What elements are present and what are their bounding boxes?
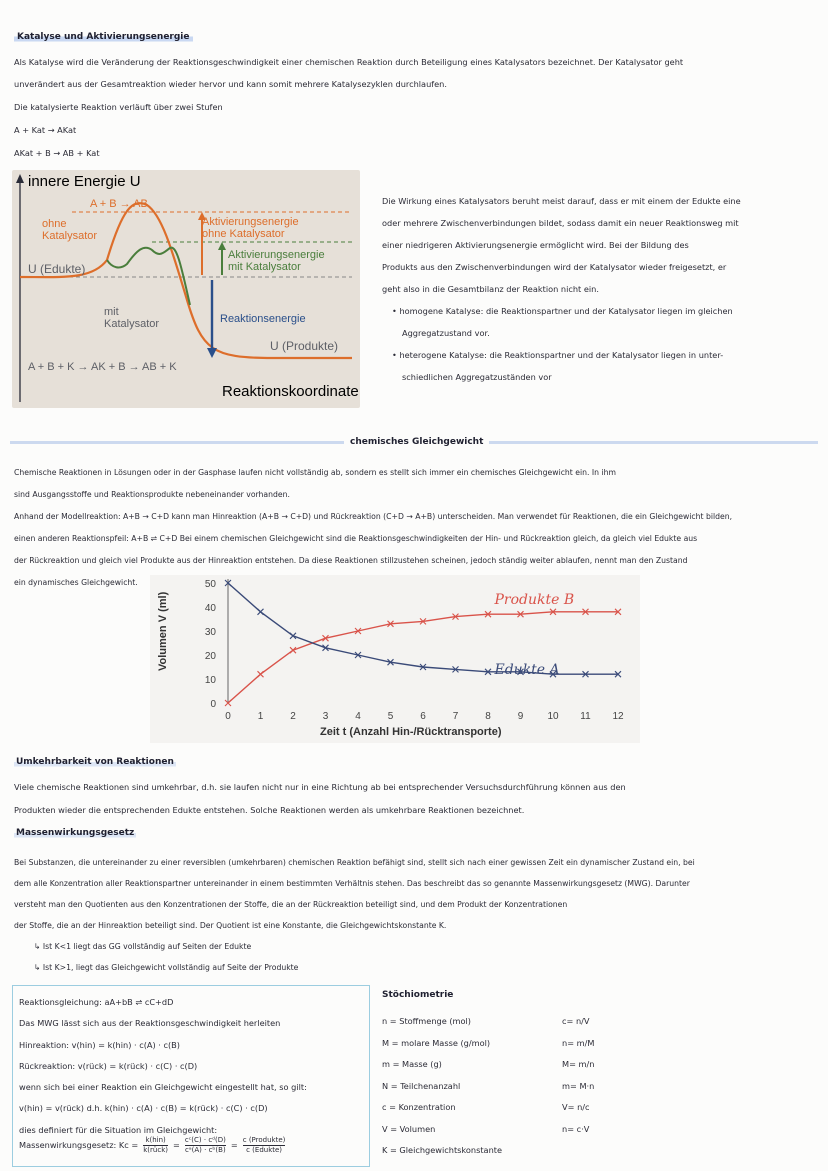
top-species-label: A + B → AB [90, 198, 148, 210]
stoich-row [382, 1033, 612, 1055]
bullet-dot-icon: • [392, 350, 397, 360]
x-tick-label: 9 [517, 711, 524, 722]
catalysis-line-1: Als Katalyse wird die Veränderung der Reaktionsgeschwindigkeit einer chemischen Reaktion durch Beteiligung eines Katalysators bezeichnet. Der Katalysator geht [14, 57, 684, 67]
effect-line-1: Die Wirkung eines Katalysators beruht meist darauf, dass er mit einem der Edukte eine [382, 196, 741, 206]
stoich-row [382, 1076, 612, 1098]
mass-action-title: Massenwirkungsgesetz [16, 828, 135, 838]
stoich-row [382, 1119, 612, 1141]
without-cat-label-2: Katalysator [42, 230, 98, 242]
energy-diagram [12, 170, 360, 408]
effect-line-2: oder mehrere Zwischenverbindungen bildet, sodass damit ein neuer Reaktionsweg mit [382, 218, 739, 228]
stoich-row [382, 1140, 612, 1162]
catalysis-effect [382, 190, 741, 388]
stoich-row [382, 1097, 612, 1119]
reaction-box-content [19, 992, 307, 1141]
bullet2-line-a: heterogene Katalyse: die Reaktionspartner und der Katalysator liegen in unter- [399, 350, 724, 360]
series-label: Produkte B [494, 591, 575, 608]
fraction-c-den: cᵃ(A) · cᵇ(B) [185, 1145, 226, 1154]
stoich-label: K = Gleichgewichtskonstante [382, 1145, 503, 1155]
catalysis-step-2: AKat + B → AB + Kat [14, 148, 100, 158]
effect-line-4: Produkts aus den Zwischenverbindungen wird der Katalysator wieder freigesetzt, er [382, 262, 727, 272]
stoich-label: M = molare Masse (g/mol) [382, 1037, 491, 1048]
fraction-k-num: k(hin) [145, 1136, 166, 1144]
reversibility-line-1: Viele chemische Reaktionen sind umkehrbar, d.h. sie laufen nicht nur in eine Richtung ab bei entsprechender Versuchsdurchführung können aus den [14, 782, 626, 792]
reaction-box [12, 985, 370, 1167]
stoich-label: n = Stoffmenge (mol) [382, 1016, 471, 1026]
fraction-k [143, 1136, 168, 1155]
mwg-formula-label: Massenwirkungsgesetz: Kc = [19, 1140, 139, 1151]
stoich-row [382, 1011, 612, 1033]
stoich-formula: m= M·n [562, 1080, 595, 1091]
x-axis-label: Reaktionskoordinate [222, 383, 359, 400]
chart-y-axis-label: Volumen V (ml) [157, 591, 169, 671]
products-label: U (Produkte) [270, 339, 339, 353]
bullet-dot-icon: • [392, 306, 397, 316]
eq-line-5: der Rückreaktion und gleich viel Produkte aus der Hinreaktion entstehen. Da diese Reaktionen stillzustehen scheinen, jedoch ständig weiter ablaufen, nennt man den Zustand [14, 556, 688, 565]
stoich-formula: V= n/c [562, 1102, 590, 1112]
eq-line-4: einen anderen Reaktionspfeil: A+B ⇌ C+D Bei einem chemischen Gleichgewicht sind die Reaktionsgeschwindigkeiten der Hin- und Rückreaktion gleich, da gleich viel Edukte aus [14, 534, 698, 543]
catalysis-line-2: unverändert aus der Gesamtreaktion wieder hervor und kann somit mehrere Katalysezyklen durchlaufen. [14, 79, 447, 89]
y-tick-label: 0 [210, 699, 216, 710]
x-tick-label: 12 [612, 711, 624, 722]
mwg-line-1: Bei Substanzen, die untereinander zu einer reversiblen (umkehrbaren) chemischen Reaktion befähigt sind, stellt sich nach einer gewissen Zeit ein dynamischer Zustand ein, bei [14, 858, 695, 867]
x-tick-label: 6 [420, 711, 426, 722]
without-cat-label-1: ohne [42, 218, 67, 230]
series-label: Edukte A [494, 662, 560, 679]
uncatalyzed-curve [20, 203, 352, 358]
rb-line-4: Rückreaktion: v(rück) = k(rück) · c(C) · c(D) [19, 1060, 198, 1071]
stoichiometry-list [382, 1011, 612, 1162]
stoich-formula: n= c·V [562, 1123, 590, 1134]
equals-sign: = [230, 1140, 238, 1151]
x-tick-label: 5 [387, 711, 394, 722]
act-with-label-1: Aktivierungsenergie [228, 249, 325, 261]
eq-line-3: Anhand der Modellreaktion: A+B → C+D kann man Hinreaktion (A+B → C+D) und Rückreaktion (C+D → A+B) unterscheiden. Man verwendet für Reaktionen, die ein Gleichgewicht bilden, [14, 512, 733, 521]
mwg-formula [19, 1136, 285, 1155]
stoich-formula: M= m/n [562, 1059, 595, 1069]
x-tick-label: 7 [452, 711, 459, 722]
rb-line-5: wenn sich bei einer Reaktion ein Gleichgewicht eingestellt hat, so gilt: [19, 1082, 307, 1093]
equilibrium-heading: chemisches Gleichgewicht [344, 437, 489, 447]
mwg-case-2: ↳ Ist K>1, liegt das Gleichgewicht vollständig auf Seite der Produkte [34, 963, 299, 972]
energy-diagram-svg [12, 170, 360, 408]
mass-action-text [14, 852, 695, 978]
catalysis-title: Katalyse und Aktivierungsenergie [14, 32, 193, 42]
eq-line-2: sind Ausgangsstoffe und Reaktionsprodukte nebeneinander vorhanden. [14, 490, 290, 499]
act-without-label-1: Aktivierungsenergie [202, 216, 299, 228]
act-with-label-2: mit Katalysator [228, 261, 301, 273]
x-tick-label: 8 [485, 711, 491, 722]
fraction-pe [243, 1136, 286, 1155]
equilibrium-chart [150, 575, 640, 743]
x-tick-label: 10 [547, 711, 559, 722]
y-axis-arrow [16, 174, 24, 183]
x-tick-label: 1 [257, 711, 264, 722]
effect-line-5: geht also in die Gesamtbilanz der Reaktion nicht ein. [382, 284, 599, 294]
x-tick-label: 11 [580, 711, 591, 722]
eq-line-1: Chemische Reaktionen in Lösungen oder in der Gasphase laufen nicht vollständig ab, sondern es stellt sich immer ein chemisches Gleichgewicht ein. In ihm [14, 468, 616, 477]
y-tick-label: 10 [204, 675, 216, 686]
stoich-label: V = Volumen [382, 1123, 436, 1134]
reversibility-line-2: Produkten wieder die entsprechenden Edukte entstehen. Solche Reaktionen werden als umkehrbare Reaktionen bezeichnet. [14, 805, 525, 815]
x-tick-label: 0 [225, 711, 231, 722]
stoich-label: c = Konzentration [382, 1102, 456, 1112]
bullet1-line-a: homogene Katalyse: die Reaktionspartner und der Katalysator liegen im gleichen [399, 306, 733, 316]
stoich-formula: n= m/M [562, 1037, 595, 1048]
bullet1-line-b: Aggregatzustand vor. [402, 328, 490, 338]
rb-line-7: dies definiert für die Situation im Gleichgewicht: [19, 1124, 218, 1135]
y-tick-label: 20 [204, 651, 216, 662]
x-tick-label: 3 [322, 711, 329, 722]
rb-line-6: v(hin) = v(rück) d.h. k(hin) · c(A) · c(B) = k(rück) · c(C) · c(D) [19, 1103, 268, 1114]
stoich-label: m = Masse (g) [382, 1059, 442, 1069]
bullet-heterogeneous [382, 344, 741, 388]
stoichiometry-title: Stöchiometrie [382, 990, 454, 1000]
act-without-label-2: ohne Katalysator [202, 228, 285, 240]
effect-line-3: einer niedrigeren Aktivierungsenergie ermöglicht wird. Bei der Bildung des [382, 240, 689, 250]
mwg-line-3: versteht man den Quotienten aus den Konzentrationen der Stoffe, die an der Rückreaktion beteiligt sind, und dem Produkt der Konzentrationen [14, 900, 568, 909]
educts-label: U (Edukte) [28, 262, 86, 276]
stoich-label: N = Teilchenanzahl [382, 1080, 461, 1091]
reaction-energy-arrowhead [207, 348, 217, 358]
x-tick-label: 4 [355, 711, 361, 722]
catalyzed-curve [107, 248, 190, 305]
chart-x-axis-label: Zeit t (Anzahl Hin-/Rücktransporte) [320, 726, 502, 738]
y-axis-label: innere Energie U [28, 173, 141, 190]
y-tick-label: 50 [204, 579, 216, 590]
fraction-c [185, 1136, 226, 1155]
stoich-row [382, 1054, 612, 1076]
catalysis-line-3: Die katalysierte Reaktion verläuft über zwei Stufen [14, 102, 223, 112]
act-with-arrowhead [218, 242, 226, 250]
rb-line-3: Hinreaktion: v(hin) = k(hin) · c(A) · c(B) [19, 1039, 180, 1050]
y-tick-label: 30 [204, 627, 216, 638]
mwg-line-4: der Stoffe, die an der Hinreaktion beteiligt sind. Der Quotient ist eine Konstante, die Gleichgewichtskonstante K. [14, 921, 447, 930]
catalysis-step-1: A + Kat → AKat [14, 125, 77, 135]
reaction-energy-label: Reaktionsenergie [220, 313, 306, 325]
rb-line-2: Das MWG lässt sich aus der Reaktionsgeschwindigkeit herleiten [19, 1018, 281, 1029]
reversibility-title: Umkehrbarkeit von Reaktionen [16, 757, 174, 767]
bullet-homogeneous [382, 300, 741, 344]
bullet2-line-b: schiedlichen Aggregatzuständen vor [402, 372, 552, 382]
eq-line-6: ein dynamisches Gleichgewicht. [14, 578, 138, 587]
stoich-formula: c= n/V [562, 1016, 590, 1026]
mwg-line-2: dem alle Konzentration aller Reaktionspartner untereinander in einem bestimmten Verhältnis stehen. Das beschreibt das so genannte Massenwirkungsgesetz (MWG). Darunter [14, 879, 690, 888]
fraction-c-num: cᶜ(C) · cᵈ(D) [184, 1136, 226, 1144]
x-tick-label: 2 [290, 711, 296, 722]
fraction-pe-num: c (Produkte) [242, 1136, 286, 1144]
rb-line-1: Reaktionsgleichung: aA+bB ⇌ cC+dD [19, 997, 174, 1007]
equals-sign: = [172, 1140, 180, 1151]
y-tick-label: 40 [204, 603, 216, 614]
with-cat-label-1: mit [104, 306, 119, 318]
fraction-pe-den: c (Edukte) [243, 1145, 286, 1155]
with-cat-label-2: Katalysator [104, 318, 160, 330]
fraction-k-den: k(rück) [143, 1145, 168, 1154]
mwg-case-1: ↳ Ist K<1 liegt das GG vollständig auf Seiten der Edukte [34, 942, 252, 951]
bottom-path-label: A + B + K → AK + B → AB + K [28, 361, 177, 373]
